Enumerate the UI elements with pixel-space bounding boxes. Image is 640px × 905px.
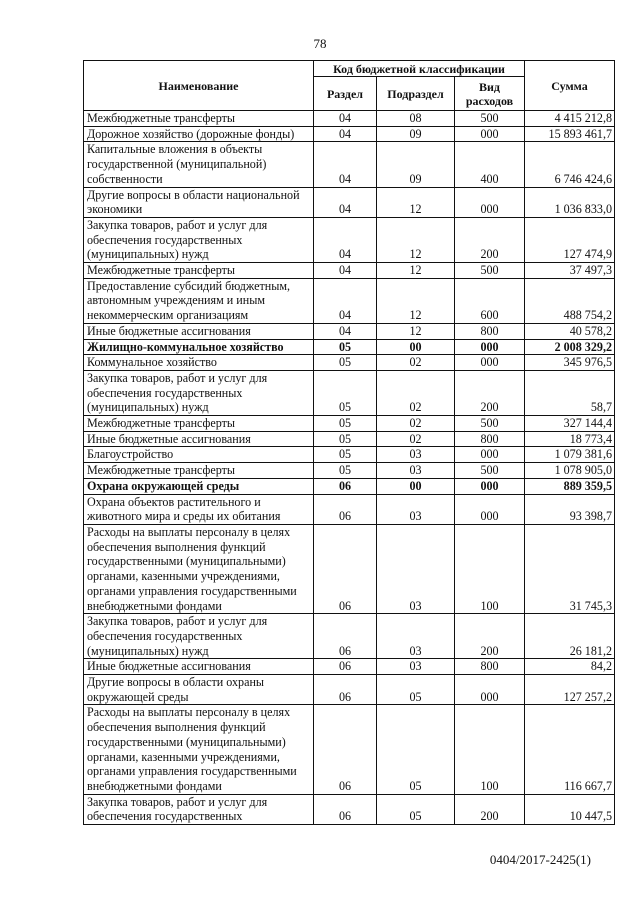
row-subsection: 09 [377,142,455,187]
table-row [84,323,615,339]
header-sum: Сумма [525,61,615,111]
table-row [84,370,615,415]
row-section: 05 [314,416,377,432]
row-section: 05 [314,447,377,463]
row-expense-type: 200 [455,370,525,415]
table-row [84,659,615,675]
table-row [84,278,615,323]
row-section: 04 [314,126,377,142]
row-subsection: 12 [377,323,455,339]
row-section: 05 [314,431,377,447]
row-expense-type: 000 [455,447,525,463]
table-row [84,494,615,524]
row-name: Дорожное хозяйство (дорожные фонды) [84,126,314,142]
row-section: 05 [314,463,377,479]
row-sum: 345 976,5 [525,355,615,371]
row-name: Закупка товаров, работ и услуг для обеспечения государственных (муниципальных) нужд [84,217,314,262]
row-name: Закупка товаров, работ и услуг для обеспечения государственных (муниципальных) нужд [84,370,314,415]
table-row [84,142,615,187]
row-section: 04 [314,263,377,279]
row-section: 04 [314,323,377,339]
row-name: Межбюджетные трансферты [84,463,314,479]
table-row [84,187,615,217]
row-subsection: 00 [377,339,455,355]
row-subsection: 05 [377,705,455,794]
row-name: Капитальные вложения в объекты государственной (муниципальной) собственности [84,142,314,187]
row-subsection: 12 [377,187,455,217]
row-subsection: 02 [377,370,455,415]
header-section: Раздел [314,77,377,111]
row-sum: 26 181,2 [525,614,615,659]
table-row [84,217,615,262]
row-sum: 127 474,9 [525,217,615,262]
row-sum: 488 754,2 [525,278,615,323]
row-name: Иные бюджетные ассигнования [84,659,314,675]
row-expense-type: 100 [455,705,525,794]
table-body [84,111,615,825]
row-name: Межбюджетные трансферты [84,416,314,432]
row-section: 05 [314,339,377,355]
row-subsection: 05 [377,675,455,705]
row-sum: 37 497,3 [525,263,615,279]
row-expense-type: 500 [455,111,525,127]
document-code: 0404/2017-2425(1) [489,852,591,867]
row-name: Закупка товаров, работ и услуг для обеспечения государственных (муниципальных) нужд [84,614,314,659]
row-expense-type: 500 [455,463,525,479]
table-row [84,478,615,494]
row-expense-type: 800 [455,431,525,447]
row-section: 04 [314,278,377,323]
row-expense-type: 000 [455,187,525,217]
table-row [84,447,615,463]
row-sum: 327 144,4 [525,416,615,432]
row-subsection: 03 [377,524,455,613]
row-sum: 889 359,5 [525,478,615,494]
row-name: Охрана окружающей среды [84,478,314,494]
row-section: 06 [314,794,377,824]
row-subsection: 02 [377,416,455,432]
table-row [84,355,615,371]
row-section: 06 [314,478,377,494]
row-name: Иные бюджетные ассигнования [84,323,314,339]
table-row [84,614,615,659]
row-expense-type: 000 [455,478,525,494]
row-subsection: 03 [377,463,455,479]
row-section: 06 [314,705,377,794]
row-sum: 1 036 833,0 [525,187,615,217]
header-expense-type: Вид расходов [455,77,525,111]
row-name: Расходы на выплаты персоналу в целях обеспечения выполнения функций государственными (муниципальными) органами, казенными учреждениями, органами управления государственными внебюджетными фондами [84,524,314,613]
row-section: 06 [314,675,377,705]
row-sum: 40 578,2 [525,323,615,339]
row-expense-type: 000 [455,675,525,705]
table-row [84,675,615,705]
header-code-group: Код бюджетной классификации [314,61,525,77]
row-sum: 2 008 329,2 [525,339,615,355]
budget-table [83,60,615,825]
row-sum: 6 746 424,6 [525,142,615,187]
row-section: 04 [314,142,377,187]
table-row [84,416,615,432]
table-row [84,524,615,613]
row-name: Закупка товаров, работ и услуг для обеспечения государственных [84,794,314,824]
row-section: 04 [314,187,377,217]
table-row [84,111,615,127]
row-expense-type: 400 [455,142,525,187]
row-name: Благоустройство [84,447,314,463]
table-row [84,705,615,794]
row-name: Другие вопросы в области национальной экономики [84,187,314,217]
row-expense-type: 600 [455,278,525,323]
row-sum: 10 447,5 [525,794,615,824]
row-name: Межбюджетные трансферты [84,111,314,127]
row-name: Предоставление субсидий бюджетным, автономным учреждениям и иным некоммерческим организациям [84,278,314,323]
table-row [84,431,615,447]
row-expense-type: 000 [455,126,525,142]
table-row [84,463,615,479]
row-expense-type: 200 [455,614,525,659]
header-subsection: Подраздел [377,77,455,111]
row-name: Расходы на выплаты персоналу в целях обеспечения выполнения функций государственными (муниципальными) органами, казенными учреждениями, органами управления государственными внебюджетными фондами [84,705,314,794]
row-subsection: 03 [377,494,455,524]
row-sum: 15 893 461,7 [525,126,615,142]
row-expense-type: 000 [455,355,525,371]
row-section: 04 [314,217,377,262]
row-subsection: 03 [377,447,455,463]
row-sum: 58,7 [525,370,615,415]
row-name: Охрана объектов растительного и животного мира и среды их обитания [84,494,314,524]
row-section: 05 [314,370,377,415]
row-sum: 31 745,3 [525,524,615,613]
row-sum: 1 078 905,0 [525,463,615,479]
row-expense-type: 200 [455,217,525,262]
row-expense-type: 100 [455,524,525,613]
row-section: 06 [314,494,377,524]
row-section: 06 [314,659,377,675]
row-sum: 18 773,4 [525,431,615,447]
row-subsection: 02 [377,431,455,447]
row-sum: 116 667,7 [525,705,615,794]
table-row [84,263,615,279]
row-subsection: 02 [377,355,455,371]
row-expense-type: 000 [455,494,525,524]
row-expense-type: 500 [455,263,525,279]
row-section: 06 [314,524,377,613]
row-subsection: 03 [377,614,455,659]
row-subsection: 05 [377,794,455,824]
row-name: Иные бюджетные ассигнования [84,431,314,447]
row-sum: 84,2 [525,659,615,675]
page-number: 78 [313,36,327,51]
row-expense-type: 000 [455,339,525,355]
row-section: 06 [314,614,377,659]
row-sum: 127 257,2 [525,675,615,705]
row-subsection: 09 [377,126,455,142]
row-subsection: 08 [377,111,455,127]
row-sum: 4 415 212,8 [525,111,615,127]
row-sum: 1 079 381,6 [525,447,615,463]
row-expense-type: 500 [455,416,525,432]
table-row [84,126,615,142]
table-row [84,794,615,824]
row-section: 04 [314,111,377,127]
table-row [84,339,615,355]
row-name: Жилищно-коммунальное хозяйство [84,339,314,355]
row-name: Межбюджетные трансферты [84,263,314,279]
row-expense-type: 800 [455,323,525,339]
row-subsection: 12 [377,217,455,262]
row-expense-type: 800 [455,659,525,675]
row-name: Коммунальное хозяйство [84,355,314,371]
row-subsection: 12 [377,263,455,279]
header-name: Наименование [84,61,314,111]
row-subsection: 03 [377,659,455,675]
row-expense-type: 200 [455,794,525,824]
row-sum: 93 398,7 [525,494,615,524]
row-name: Другие вопросы в области охраны окружающей среды [84,675,314,705]
row-subsection: 00 [377,478,455,494]
row-section: 05 [314,355,377,371]
row-subsection: 12 [377,278,455,323]
